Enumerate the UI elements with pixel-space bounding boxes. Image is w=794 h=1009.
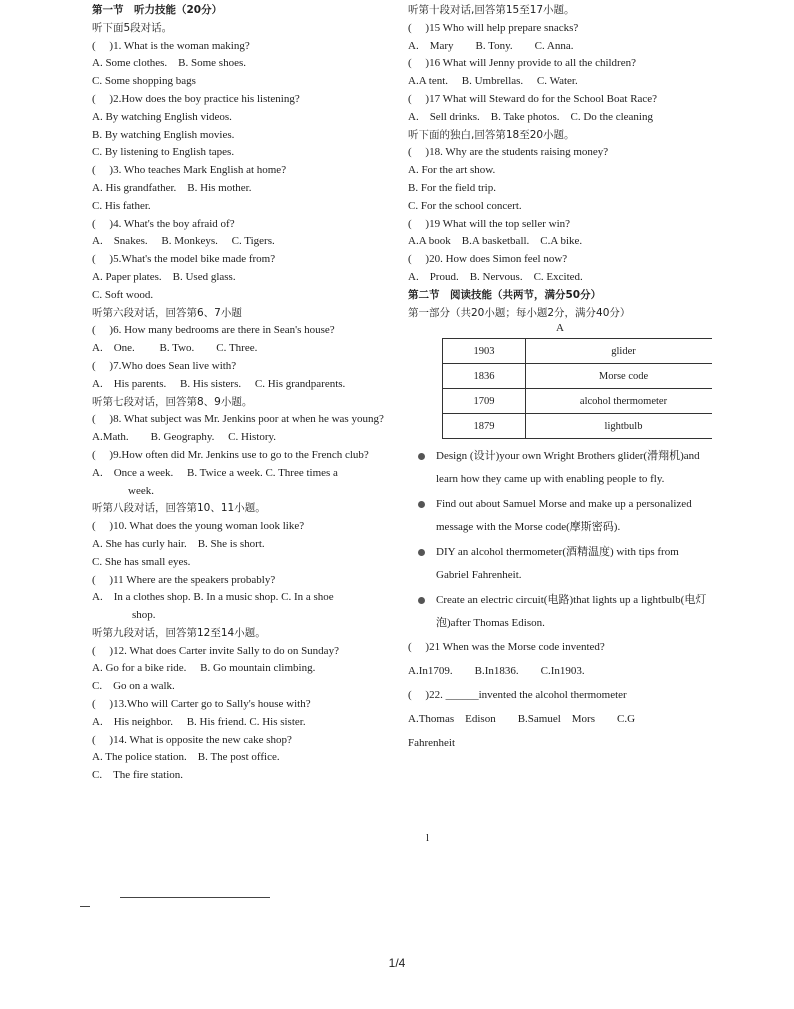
option-3-c: C. His father. <box>92 199 151 212</box>
question-6: ( )6. How many bedrooms are there in Sean's house? <box>92 324 335 337</box>
options-5-ab: A. Paper plates. B. Used glass. <box>92 270 236 283</box>
option-18-a: A. For the art show. <box>408 164 496 177</box>
activity-text: DIY an alcohol thermometer(酒精温度) with tips from Gabriel Fahrenheit. <box>436 546 679 582</box>
options-1-c: C. Some shopping bags <box>92 75 196 88</box>
options-15: A. Mary B. Tony. C. Anna. <box>408 39 574 52</box>
instruction: 听下面5段对话。 <box>92 21 173 34</box>
question-7: ( )7.Who does Sean live with? <box>92 359 237 372</box>
question-15: ( )15 Who will help prepare snacks? <box>408 21 579 34</box>
divider <box>80 906 90 907</box>
page-number: 1/4 <box>388 956 406 970</box>
options-9-cont: week. <box>128 484 154 497</box>
question-1: ( )1. What is the woman making? <box>92 39 250 52</box>
options-9-ab: A. Once a week. B. Twice a week. C. Three times a <box>92 466 338 479</box>
options-19: A.A book B.A basketball. C.A bike. <box>408 235 583 248</box>
options-8: A.Math. B. Geography. C. History. <box>92 431 277 444</box>
activity-item <box>408 589 712 635</box>
activity-item <box>408 541 712 587</box>
bullet-icon <box>418 549 425 556</box>
question-4: ( )4. What's the boy afraid of? <box>92 217 235 230</box>
invention-cell: Morse code <box>526 364 713 389</box>
left-column <box>92 0 410 785</box>
options-6: A. One. B. Two. C. Three. <box>92 342 258 355</box>
options-1-ab: A. Some clothes. B. Some shoes. <box>92 57 246 70</box>
instruction: 听第八段对话，回答第10、11小题。 <box>92 502 266 515</box>
passage-label: A <box>556 322 564 335</box>
question-21: ( )21 When was the Morse code invented? <box>408 641 605 654</box>
bullet-icon <box>418 453 425 460</box>
activity-item <box>408 445 712 491</box>
part-title: 第一部分（共20小题；每小题2分，满分40分） <box>408 306 631 319</box>
options-22-cont: Fahrenheit <box>408 736 456 749</box>
option-12-c: C. Go on a walk. <box>92 680 175 693</box>
activity-text: Design (设计)your own Wright Brothers glider(滑翔机)and learn how they came up with enabling people to fly. <box>436 450 700 486</box>
options-14-ab: A. The police station. B. The post office. <box>92 751 280 764</box>
stray-mark: l <box>426 832 430 844</box>
question-8: ( )8. What subject was Mr. Jenkins poor at when he was young? <box>92 413 384 426</box>
activity-text: Create an electric circuit(电路)that lights up a lightbulb(电灯泡)after Thomas Edison. <box>436 594 707 630</box>
options-11: A. In a clothes shop. B. In a music shop. C. In a shoe <box>92 591 334 604</box>
year-cell: 1836 <box>443 364 526 389</box>
option-10-c: C. She has small eyes. <box>92 555 191 568</box>
options-17: A. Sell drinks. B. Take photos. C. Do the cleaning <box>408 110 653 123</box>
option-5-c: C. Soft wood. <box>92 288 154 301</box>
question-13: ( )13.Who will Carter go to Sally's house with? <box>92 698 311 711</box>
options-10-ab: A. She has curly hair. B. She is short. <box>92 537 265 550</box>
instruction: 听下面的独白,回答第18至20小题。 <box>408 128 575 141</box>
section-title: 第二节 阅读技能（共两节，满分50分） <box>408 288 602 301</box>
activity-item <box>408 493 712 539</box>
invention-table <box>442 338 712 439</box>
instruction: 听第七段对话，回答第8、9小题。 <box>92 395 253 408</box>
options-3-ab: A. His grandfather. B. His mother. <box>92 181 252 194</box>
option-18-b: B. For the field trip. <box>408 181 496 194</box>
option-2-c: C. By listening to English tapes. <box>92 146 235 159</box>
question-20: ( )20. How does Simon feel now? <box>408 253 568 266</box>
invention-cell: glider <box>526 339 713 364</box>
option-2-a: A. By watching English videos. <box>92 110 232 123</box>
option-2-b: B. By watching English movies. <box>92 128 235 141</box>
question-17: ( )17 What will Steward do for the School Boat Race? <box>408 92 658 105</box>
instruction: 听第九段对话，回答第12至14小题。 <box>92 626 266 639</box>
question-19: ( )19 What will the top seller win? <box>408 217 571 230</box>
options-4: A. Snakes. B. Monkeys. C. Tigers. <box>92 235 275 248</box>
options-12-ab: A. Go for a bike ride. B. Go mountain climbing. <box>92 662 316 675</box>
options-16: A.A tent. B. Umbrellas. C. Water. <box>408 75 578 88</box>
question-18: ( )18. Why are the students raising money? <box>408 146 609 159</box>
table-row <box>443 364 713 389</box>
option-18-c: C. For the school concert. <box>408 199 522 212</box>
question-12: ( )12. What does Carter invite Sally to do on Sunday? <box>92 644 339 657</box>
options-7: A. His parents. B. His sisters. C. His grandparents. <box>92 377 346 390</box>
section-title: 第一节 听力技能（20分） <box>92 4 223 16</box>
table-row <box>443 339 713 364</box>
question-16: ( )16 What will Jenny provide to all the children? <box>408 57 636 70</box>
instruction: 听第十段对话,回答第15至17小题。 <box>408 4 575 16</box>
year-cell: 1903 <box>443 339 526 364</box>
year-cell: 1709 <box>443 389 526 414</box>
question-11: ( )11 Where are the speakers probably? <box>92 573 276 586</box>
option-14-c: C. The fire station. <box>92 769 184 782</box>
question-14: ( )14. What is opposite the new cake shop? <box>92 733 292 746</box>
right-column <box>408 0 712 752</box>
bullet-icon <box>418 501 425 508</box>
year-cell: 1879 <box>443 414 526 439</box>
options-11-cont: shop. <box>132 609 156 622</box>
question-9: ( )9.How often did Mr. Jenkins use to go to the French club? <box>92 448 369 461</box>
instruction: 听第六段对话，回答第6、7小题 <box>92 306 242 319</box>
bullet-icon <box>418 597 425 604</box>
invention-cell: alcohol thermometer <box>526 389 713 414</box>
question-2: ( )2.How does the boy practice his listening? <box>92 92 300 105</box>
question-5: ( )5.What's the model bike made from? <box>92 253 276 266</box>
question-10: ( )10. What does the young woman look like? <box>92 520 305 533</box>
table-row <box>443 414 713 439</box>
invention-cell: lightbulb <box>526 414 713 439</box>
activity-text: Find out about Samuel Morse and make up a personalized message with the Morse code(摩斯密码). <box>436 498 692 534</box>
table-row <box>443 389 713 414</box>
question-22: ( )22. ______invented the alcohol thermometer <box>408 688 627 701</box>
question-3: ( )3. Who teaches Mark English at home? <box>92 164 287 177</box>
options-21: A.In1709. B.In1836. C.In1903. <box>408 665 585 678</box>
options-20: A. Proud. B. Nervous. C. Excited. <box>408 270 583 283</box>
options-13: A. His neighbor. B. His friend. C. His sister. <box>92 715 306 728</box>
options-22-ab: A.Thomas Edison B.Samuel Mors C.G <box>408 712 636 725</box>
divider <box>120 897 270 898</box>
